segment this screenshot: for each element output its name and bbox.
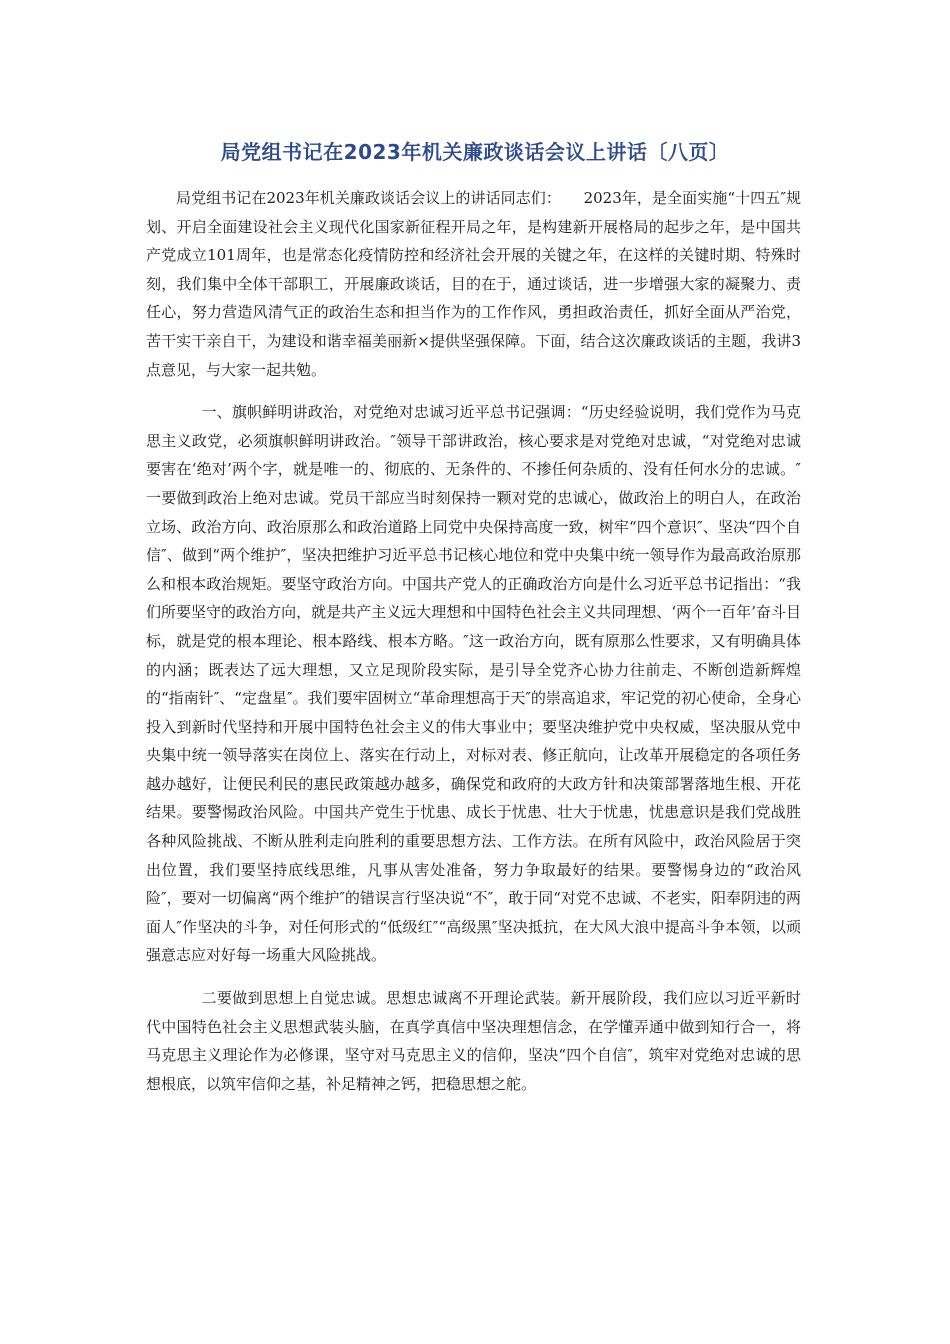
paragraph-section-one: 一、旗帜鲜明讲政治，对党绝对忠诚习近平总书记强调：“历史经验说明，我们党作为马克思主义政党，必须旗帜鲜明讲政治。″领导干部讲政治，核心要求是对党绝对忠诚，“对党绝对忠诚要害在‘绝对’两个字，就是唯一的、彻底的、无条件的、不掺任何杂质的、没有任何水分的忠诚。″一要做到政治上绝对忠诚。党员干部应当时刻保持一颗对党的忠诚心，做政治上的明白人，在政治立场、政治方向、政治原那么和政治道路上同党中央保持高度一致，树牢“四个意识″、坚决“四个自信″、做到“两个维护″，坚决把维护习近平总书记核心地位和党中央集中统一领导作为最高政治原那么和根本政治规矩。要坚守政治方向。中国共产党人的正确政治方向是什么习近平总书记指出：“我们所要坚守的政治方向，就是共产主义远大理想和中国特色社会主义共同理想、‘两个一百年’奋斗目标，就是党的根本理论、根本路线、根本方略。″这一政治方向，既有原那么性要求，又有明确具体的内涵；既表达了远大理想，又立足现阶段实际，是引导全党齐心协力往前走、不断创造新辉煌的“指南针″、“定盘星″。我们要牢固树立“革命理想高于天″的崇高追求，牢记党的初心使命，全身心投入到新时代坚持和开展中国特色社会主义的伟大事业中；要坚决维护党中央权威，坚决服从党中央集中统一领导落实在岗位上、落实在行动上，对标对表、修正航向，让改革开展稳定的各项任务越办越好，让便民利民的惠民政策越办越多，确保党和政府的大政方针和决策部署落地生根、开花结果。要警惕政治风险。中国共产党生于忧患、成长于忧患、壮大于忧患，忧患意识是我们党战胜各种风险挑战、不断从胜利走向胜利的重要思想方法、工作方法。在所有风险中，政治风险居于突出位置，我们要坚持底线思维，凡事从害处准备，努力争取最好的结果。要警惕身边的“政治风险″，要对一切偏离“两个维护″的错误言行坚决说“不″，敢于同“对党不忠诚、不老实，阳奉阴违的两面人″作坚决的斗争，对任何形式的“低级红″“高级黑″坚决抵抗，在大风大浪中提高斗争本领，以顽强意志应对好每一场重大风险挑战。	[146, 403, 801, 965]
paragraph-section-two: 二要做到思想上自觉忠诚。思想忠诚离不开理论武装。新开展阶段，我们应以习近平新时代中国特色社会主义思想武装头脑，在真学真信中坚决理想信念，在学懂弄通中做到知行合一，将马克思主义理论作为必修课，坚守对马克思主义的信仰，坚决“四个自信″，筑牢对党绝对忠诚的思想根底，以筑牢信仰之基，补足精神之钙，把稳思想之舵。	[146, 989, 801, 1093]
paragraph-intro: 局党组书记在2023年机关廉政谈话会议上的讲话同志们： 2023年，是全面实施“十四五″规划、开启全面建设社会主义现代化国家新征程开局之年，是构建新开展格局的起步之年，是中国共产党成立101周年，也是常态化疫情防控和经济社会开展的关键之年，在这样的关键时期、特殊时刻，我们集中全体干部职工，开展廉政谈话，目的在于，通过谈话，进一步增强大家的凝聚力、责任心，努力营造风清气正的政治生态和担当作为的工作作风，勇担政治责任，抓好全面从严治党，苦干实干亲自干，为建设和谐幸福美丽新×提供坚强保障。下面，结合这次廉政谈话的主题，我讲3点意见，与大家一起共勉。	[146, 189, 801, 379]
document-body	[146, 184, 801, 1098]
document-title: 局党组书记在2023年机关廉政谈话会议上讲话〔八页〕	[220, 140, 730, 164]
